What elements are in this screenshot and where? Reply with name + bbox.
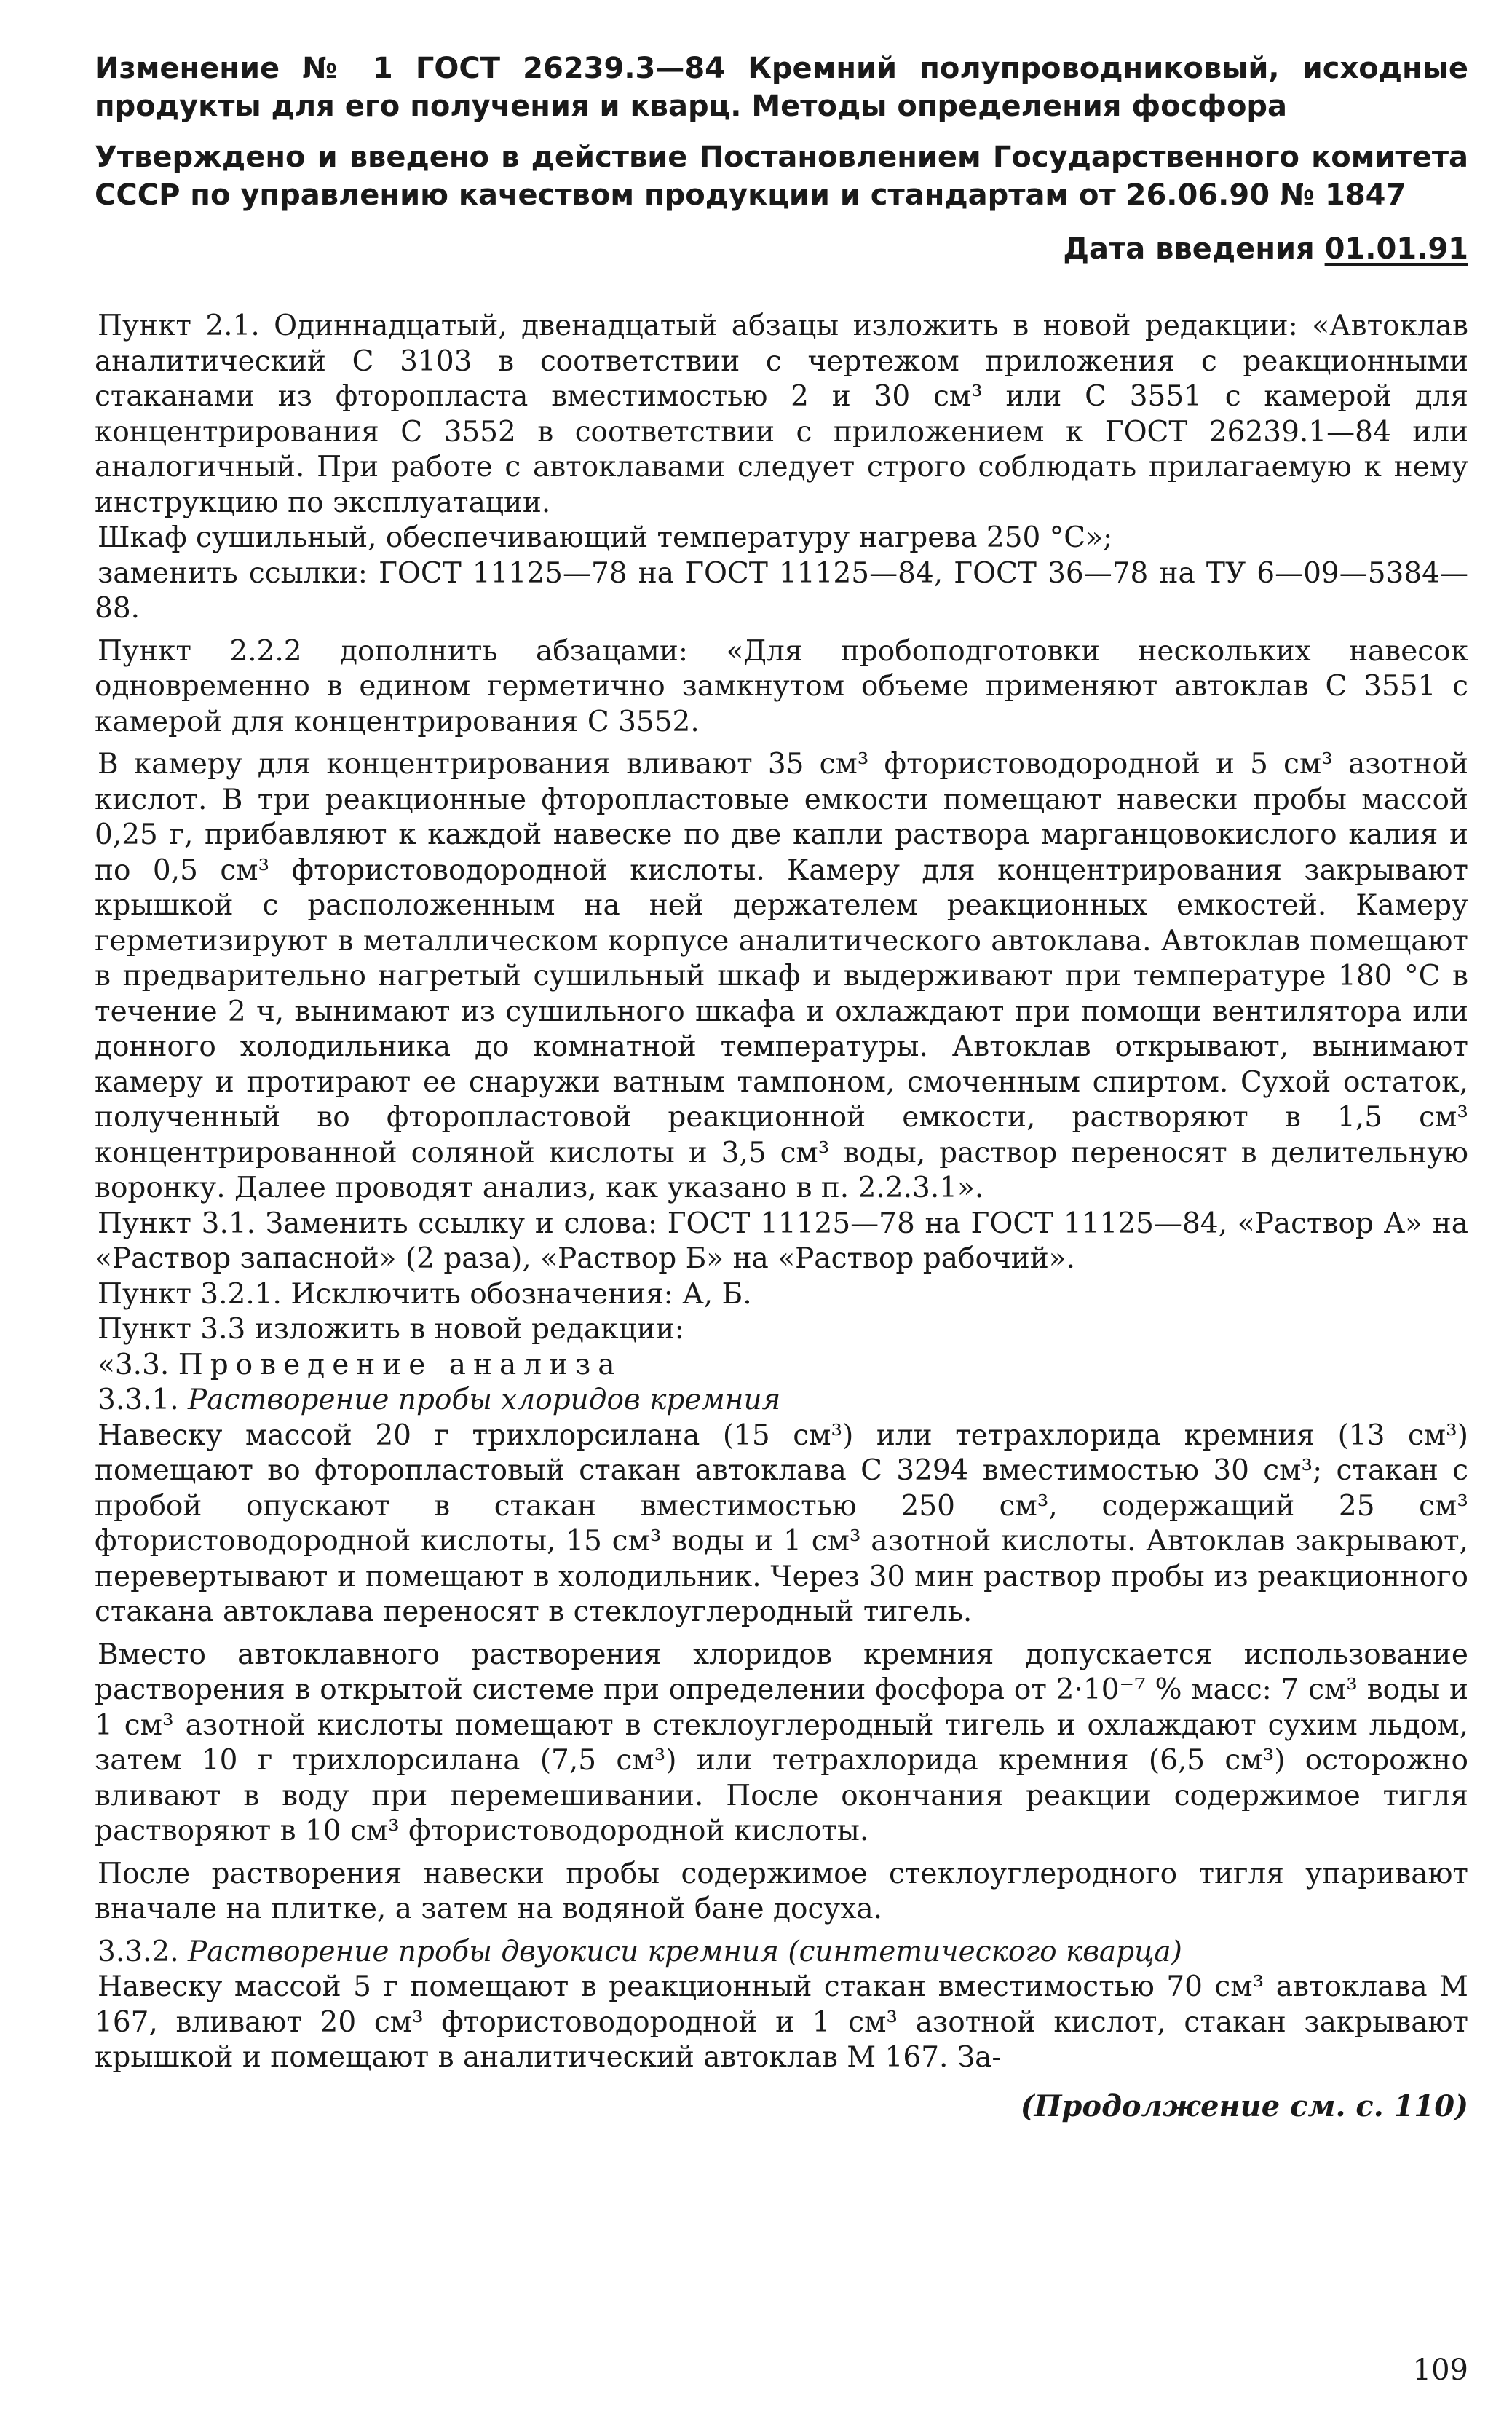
paragraph-2-2-2: Пункт 2.2.2 дополнить абзацами: «Для пробоподготовки нескольких навесок одновременно в едином герметично замкнутом объеме применяют автоклав С 3551 с камерой для концентрирования С 3552. (95, 634, 1468, 738)
effective-date (95, 230, 1468, 268)
page-number: 109 (1412, 2353, 1468, 2387)
section-3-3-1-number: 3.3.1. (98, 1384, 179, 1416)
paragraph-replace-refs: заменить ссылки: ГОСТ 11125—78 на ГОСТ 11125—84, ГОСТ 36—78 на ТУ 6—09—5384—88. (95, 556, 1468, 625)
section-3-3-title: Проведение анализа (178, 1348, 622, 1381)
date-value: 01.01.91 (1324, 232, 1468, 266)
paragraph-drying-cabinet: Шкаф сушильный, обеспечивающий температуру нагрева 250 °С»; (98, 521, 1113, 554)
date-label: Дата введения (1063, 232, 1315, 266)
paragraph-3-2-1: Пункт 3.2.1. Исключить обозначения: А, Б. (98, 1277, 752, 1311)
section-3-3-2-title: Растворение пробы двуокиси кремния (синтетического кварца) (188, 1935, 1182, 1968)
section-3-3-heading (95, 1348, 1468, 1384)
continuation-note: (Продолжение см. с. 110) (1020, 2088, 1468, 2123)
paragraph-3-3-1-c: После растворения навески пробы содержимое стеклоуглеродного тигля упаривают вначале на плитке, а затем на водяной бане досуха. (95, 1857, 1468, 1925)
paragraph-3-1: Пункт 3.1. Заменить ссылку и слова: ГОСТ 11125—78 на ГОСТ 11125—84, «Раствор А» на «Раствор запасной» (2 раза), «Раствор Б» на «Раствор рабочий». (95, 1207, 1468, 1275)
paragraph-3-3-1-b: Вместо автоклавного растворения хлоридов кремния допускается использование растворения в открытой системе при определении фосфора от 2·10⁻⁷ % масс: 7 см³ воды и 1 см³ азотной кислоты помещают в стеклоуглеродный тигель и охлаждают сухим льдом, затем 10 г трихлорсилана (7,5 см³) или тетрахлорида кремния (6,5 см³) осторожно вливают в воду при перемешивании. После окончания реакции содержимое тигля растворяют в 10 см³ фтористоводородной кислоты. (95, 1638, 1468, 1847)
document-body (95, 309, 1468, 2076)
paragraph-3-3-1-a: Навеску массой 20 г трихлорсилана (15 см³) или тетрахлорида кремния (13 см³) помещают во фторопластовый стакан автоклава С 3294 вместимостью 30 см³; стакан с пробой опускают в стакан вместимостью 250 см³, содержащий 25 см³ фтористоводородной кислоты, 15 см³ воды и 1 см³ азотной кислоты. Автоклав закрывают, перевертывают и помещают в холодильник. Через 30 мин раствор пробы из реакционного стакана автоклава переносят в стеклоуглеродный тигель. (95, 1418, 1468, 1628)
section-3-3-2-heading (95, 1935, 1468, 1970)
approval-statement: Утверждено и введено в действие Постановлением Государственного комитета СССР по управлению качеством продукции и стандартам от 26.06.90 № 1847 (95, 141, 1468, 212)
section-3-3-1-title: Растворение пробы хлоридов кремния (188, 1384, 781, 1416)
section-3-3-1-heading (95, 1383, 1468, 1418)
section-3-3-number: «3.3. (98, 1348, 170, 1381)
paragraph-2-1: Пункт 2.1. Одиннадцатый, двенадцатый абзацы изложить в новой редакции: «Автоклав аналитический С 3103 в соответствии с чертежом приложения с реакционными стаканами из фторопласта вместимостью 2 и 30 см³ или С 3551 с камерой для концентрирования С 3552 в соответствии с приложением к ГОСТ 26239.1—84 или аналогичный. При работе с автоклавами следует строго соблюдать прилагаемую к нему инструкцию по эксплуатации. (95, 309, 1468, 519)
section-3-3-2-number: 3.3.2. (98, 1935, 179, 1968)
document-title: Изменение № 1 ГОСТ 26239.3—84 Кремний полупроводниковый, исходные продукты для его получения и кварц. Методы определения фосфора (95, 52, 1468, 123)
paragraph-3-3-intro: Пункт 3.3 изложить в новой редакции: (98, 1313, 684, 1346)
paragraph-chamber: В камеру для концентрирования вливают 35 см³ фтористоводородной и 5 см³ азотной кислот. В три реакционные фторопластовые емкости помещают навески пробы массой 0,25 г, прибавляют к каждой навеске по две капли раствора марганцовокислого калия и по 0,5 см³ фтористоводородной кислоты. Камеру для концентрирования закрывают крышкой с расположенным на ней держателем реакционных емкостей. Камеру герметизируют в металлическом корпусе аналитического автоклава. Автоклав помещают в предварительно нагретый сушильный шкаф и выдерживают при температуре 180 °С в течение 2 ч, вынимают из сушильного шкафа и охлаждают при помощи вентилятора или донного холодильника до комнатной температуры. Автоклав открывают, вынимают камеру и протирают ее снаружи ватным тампоном, смоченным спиртом. Сухой остаток, полученный во фторопластовой реакционной емкости, растворяют в 1,5 см³ концентрированной соляной кислоты и 3,5 см³ воды, раствор переносят в делительную воронку. Далее проводят анализ, как указано в п. 2.2.3.1». (95, 748, 1468, 1204)
paragraph-3-3-2-a: Навеску массой 5 г помещают в реакционный стакан вместимостью 70 см³ автоклава М 167, вливают 20 см³ фтористоводородной и 1 см³ азотной кислот, стакан закрывают крышкой и помещают в аналитический автоклав М 167. За- (95, 1970, 1468, 2074)
